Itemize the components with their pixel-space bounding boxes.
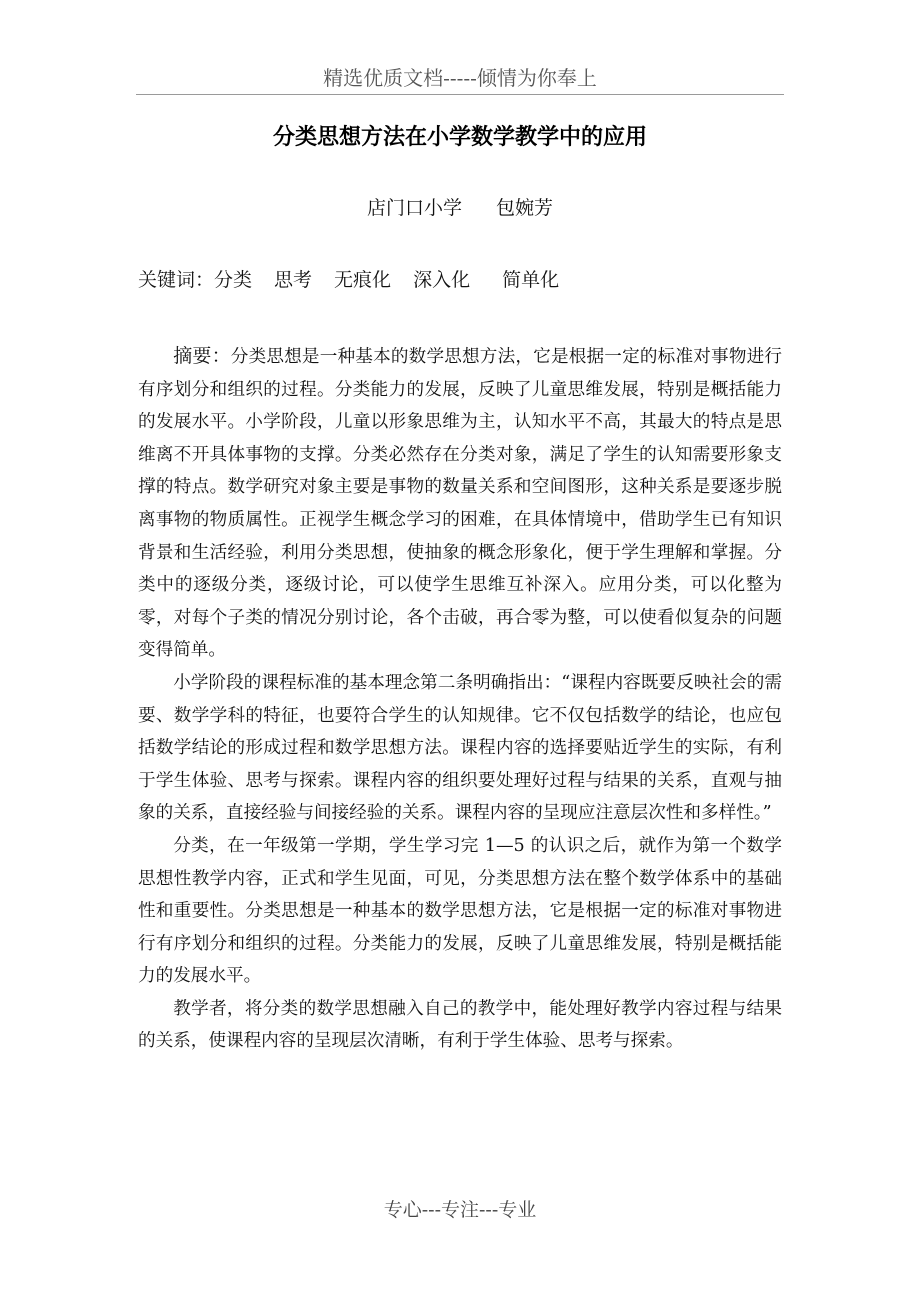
body-paragraph: 小学阶段的课程标准的基本理念第二条明确指出：“课程内容既要反映社会的需要、数学学科的特征，也要符合学生的认知规律。它不仅包括数学的结论，也应包括数学结论的形成过程和数学思想方法。课程内容的选择要贴近学生的实际，有利于学生体验、思考与探索。课程内容的组织要处理好过程与结果的关系，直观与抽象的关系，直接经验与间接经验的关系。课程内容的呈现应注意层次性和多样性。” xyxy=(138,672,782,824)
keyword: 深入化 xyxy=(413,269,471,291)
keywords-line xyxy=(138,266,581,294)
document-title: 分类思想方法在小学数学教学中的应用 xyxy=(272,125,647,150)
keyword: 简单化 xyxy=(502,269,560,291)
keywords-label: 关键词： xyxy=(138,269,215,291)
abstract-paragraph xyxy=(138,340,782,667)
page-footer: 专心---专注---专业 xyxy=(383,1199,537,1221)
body-paragraph: 教学者，将分类的数学思想融入自己的教学中，能处理好教学内容过程与结果的关系，使课程内容的呈现层次清晰，有利于学生体验、思考与探索。 xyxy=(138,998,782,1052)
keyword: 思考 xyxy=(274,269,313,291)
abstract-text: 分类思想是一种基本的数学思想方法，它是根据一定的标准对事物进行有序划分和组织的过程。分类能力的发展，反映了儿童思维发展，特别是概括能力的发展水平。小学阶段，儿童以形象思维为主，认知水平不高，其最大的特点是思维离不开具体事物的支撑。分类必然存在分类对象，满足了学生的认知需要形象支撑的特点。数学研究对象主要是事物的数量关系和空间图形，这种关系是要逐步脱离事物的物质属性。正视学生概念学习的困难，在具体情境中，借助学生已有知识背景和生活经验，利用分类思想，使抽象的概念形象化，便于学生理解和掌握。分类中的逐级分类，逐级讨论，可以使学生思维互补深入。应用分类，可以化整为零，对每个子类的情况分别讨论，各个击破，再合零为整，可以使看似复杂的问题变得简单。 xyxy=(138,347,782,661)
page-header: 精选优质文档-----倾情为你奉上 xyxy=(323,66,597,90)
keyword: 分类 xyxy=(214,269,253,291)
keyword: 无痕化 xyxy=(334,269,392,291)
abstract-label: 摘要： xyxy=(173,345,231,367)
header-divider xyxy=(136,94,784,95)
author-name: 包婉芳 xyxy=(496,197,554,219)
document-body xyxy=(138,340,782,1058)
school-name: 店门口小学 xyxy=(366,197,462,219)
body-paragraph: 分类，在一年级第一学期，学生学习完 1—5 的认识之后，就作为第一个数学思想性教学内容，正式和学生见面，可见，分类思想方法在整个数学体系中的基础性和重要性。分类思想是一种基本的数学思想方法，它是根据一定的标准对事物进行有序划分和组织的过程。分类能力的发展，反映了儿童思维发展，特别是概括能力的发展水平。 xyxy=(138,835,782,987)
author-line xyxy=(0,194,920,222)
